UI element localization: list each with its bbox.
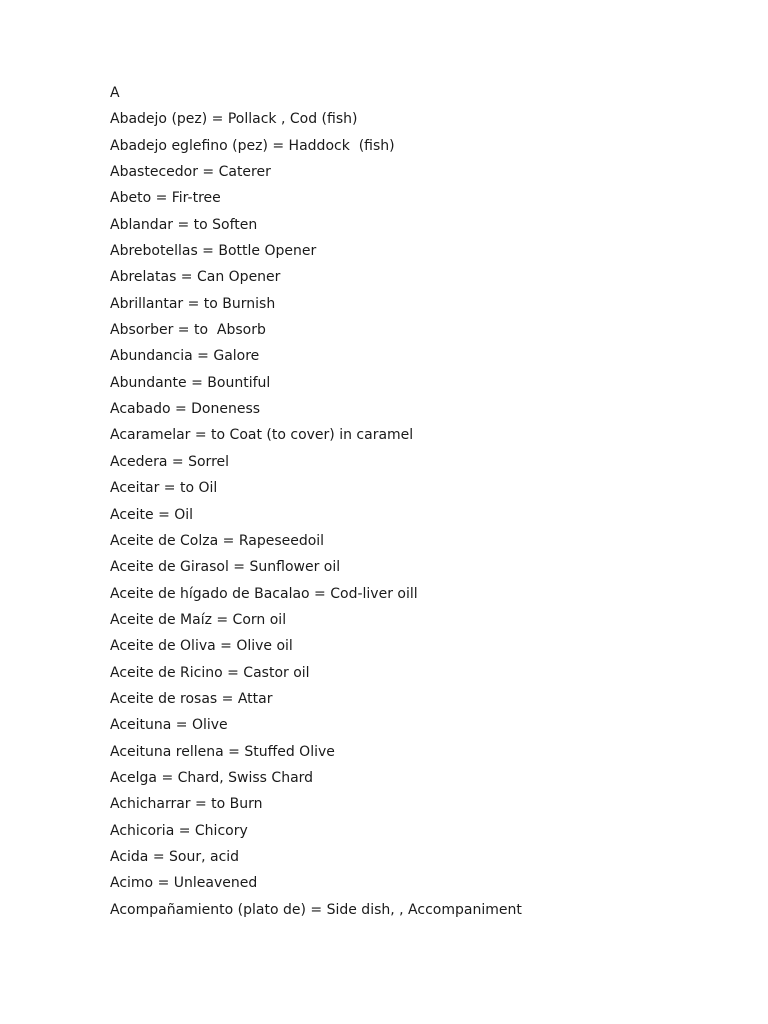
glossary-entry: Acedera = Sorrel — [110, 453, 230, 470]
glossary-entry: Aceite de Colza = Rapeseedoil — [110, 532, 325, 549]
glossary-entry: Abadejo (pez) = Pollack , Cod (fish) — [110, 111, 358, 128]
glossary-entry: Ablandar = to Soften — [110, 216, 258, 233]
glossary-entry: Acimo = Unleavened — [110, 875, 258, 892]
glossary-entry: Aceite de Girasol = Sunflower oil — [110, 559, 341, 576]
glossary-entry: Abeto = Fir-tree — [110, 190, 221, 207]
glossary-entry: Acabado = Doneness — [110, 401, 261, 418]
glossary-entry: Aceituna = Olive — [110, 717, 228, 734]
glossary-entry: Acaramelar = to Coat (to cover) in caramel — [110, 427, 414, 444]
glossary-entry: Aceite de Ricino = Castor oil — [110, 664, 310, 681]
glossary-entry: Abrillantar = to Burnish — [110, 295, 276, 312]
glossary-entry: Acida = Sour, acid — [110, 848, 240, 865]
glossary-entry: Aceite de Maíz = Corn oil — [110, 611, 287, 628]
glossary-entry: Absorber = to Absorb — [110, 322, 266, 339]
glossary-entry: Acelga = Chard, Swiss Chard — [110, 769, 314, 786]
glossary-entry: Achicoria = Chicory — [110, 822, 248, 839]
glossary-entry: Aceite de Oliva = Olive oil — [110, 638, 293, 655]
glossary-entry: Aceituna rellena = Stuffed Olive — [110, 743, 335, 760]
glossary-entry: Aceite = Oil — [110, 506, 194, 523]
glossary-list — [110, 84, 750, 927]
glossary-entry: Abundante = Bountiful — [110, 374, 271, 391]
glossary-entry: Abadejo eglefino (pez) = Haddock (fish) — [110, 137, 395, 154]
glossary-entry: Aceite de rosas = Attar — [110, 690, 273, 707]
glossary-entry: Abrebotellas = Bottle Opener — [110, 243, 317, 260]
glossary-entry: Achicharrar = to Burn — [110, 796, 263, 813]
glossary-entry: Aceitar = to Oil — [110, 480, 218, 497]
glossary-entry: Acompañamiento (plato de) = Side dish, , Accompaniment — [110, 901, 522, 918]
glossary-entry: Aceite de hígado de Bacalao = Cod-liver oill — [110, 585, 418, 602]
glossary-entry: Abrelatas = Can Opener — [110, 269, 281, 286]
glossary-entry: Abastecedor = Caterer — [110, 164, 271, 181]
glossary-entry: Abundancia = Galore — [110, 348, 260, 365]
section-heading: A — [110, 85, 120, 101]
